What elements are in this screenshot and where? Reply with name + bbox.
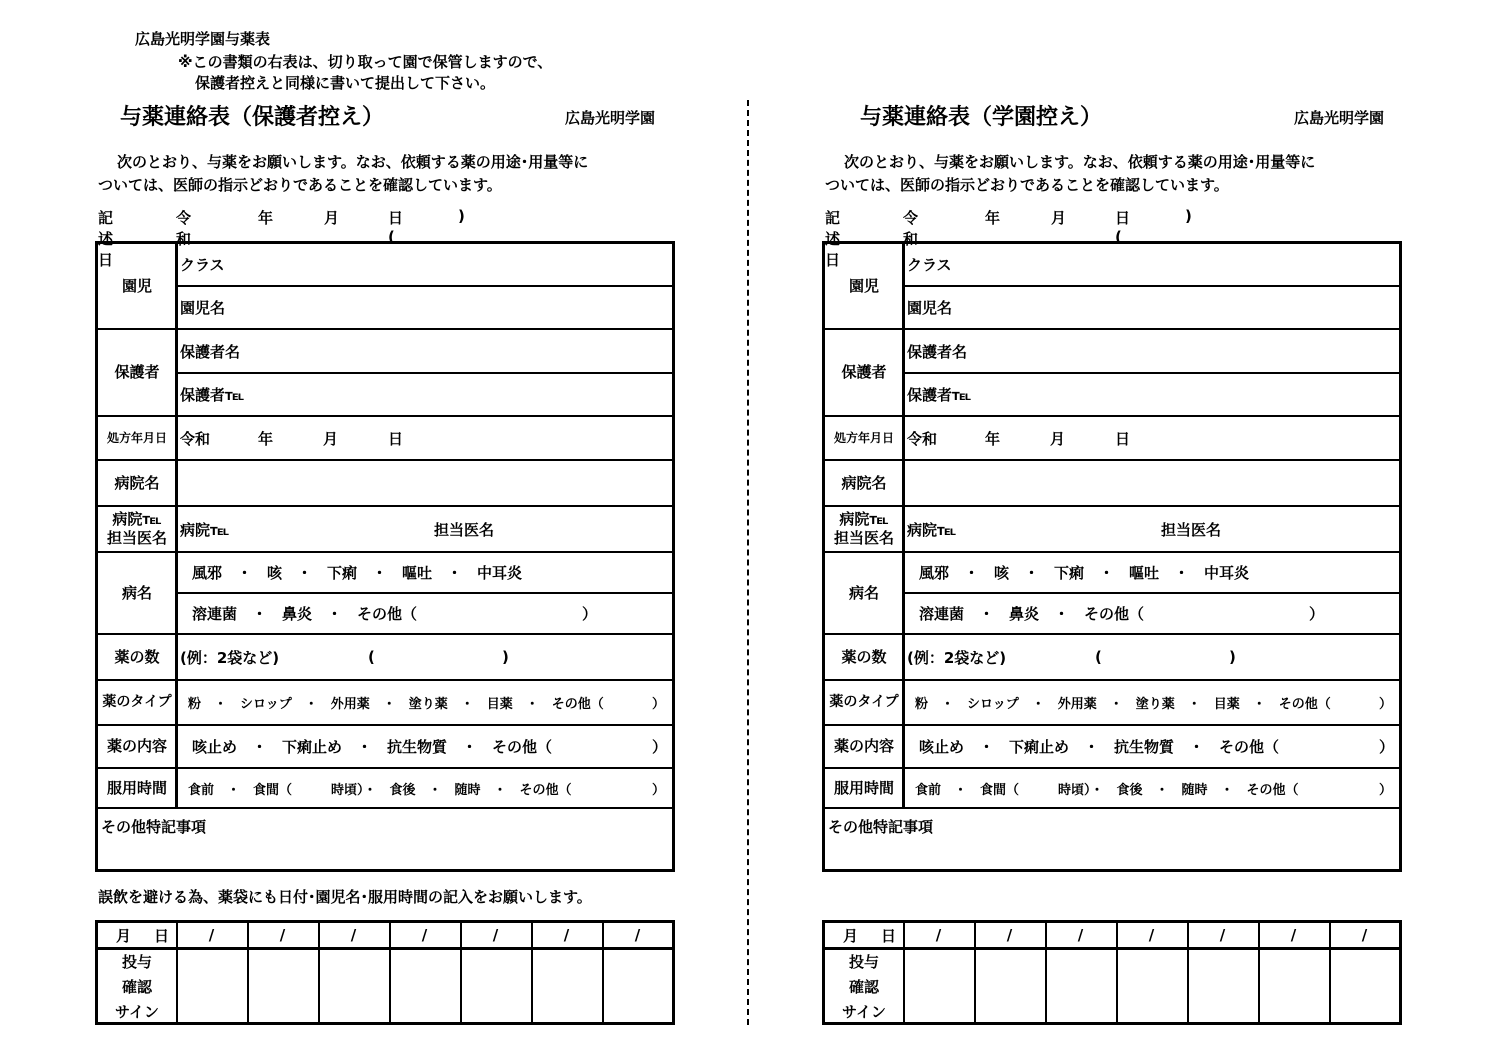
disease-other: 溶連菌 ・ 鼻炎 ・ その他（ [192,605,418,623]
record-date-weekday-close: ) [1185,207,1192,225]
rx-era: 令和 [907,429,938,448]
guardian-label: 保護者 [841,363,887,381]
hospital-tel-doctor-label [825,507,903,551]
rx-day: 日 [1115,429,1131,448]
time-close: ） [652,782,666,798]
rx-year: 年 [258,429,274,448]
record-date-weekday-close: ) [458,207,465,225]
guardian-tel-field[interactable]: 保護者℡ [180,386,245,404]
guardian-label: 保護者 [114,363,160,381]
hospital-tel-field[interactable]: 病院℡ [180,520,230,539]
hospital-tel-doctor-field[interactable] [907,507,1397,551]
disease-options-line1[interactable]: 風邪 ・ 咳 ・ 下痢 ・ 嘔吐 ・ 中耳炎 [919,564,1250,582]
guardian-tel-field[interactable]: 保護者℡ [907,386,972,404]
sign-cell[interactable] [976,950,1046,1022]
month-header: 月 [116,927,132,945]
medicine-type-label: 薬のタイプ [829,694,899,710]
month-header: 月 [843,927,859,945]
medicine-type-label: 薬のタイプ [102,694,172,710]
time-options: 食前 ・ 食間（ 時頃）・ 食後 ・ 随時 ・ その他（ [915,782,1299,798]
sign-cell[interactable] [462,950,532,1022]
disease-label: 病名 [848,583,879,602]
date-cell[interactable]: / [935,926,942,944]
medicine-content-label: 薬の内容 [106,737,167,755]
medicine-type-options[interactable] [188,681,670,724]
sign-cell[interactable] [1260,950,1330,1022]
date-cell[interactable]: / [1148,926,1155,944]
intro-line1: 次のとおり、与薬をお願いします。なお、依頼する薬の用途･用量等に [117,153,589,171]
header-note-line2: 保護者控えと同様に書いて提出して下さい。 [195,74,496,92]
type-options: 粉 ・ シロップ ・ 外用薬 ・ 塗り薬 ・ 目薬 ・ その他（ [188,697,604,712]
rx-month: 月 [323,429,339,448]
dosing-time-label: 服用時間 [833,778,894,797]
school-name: 広島光明学園 [1294,109,1385,127]
sign-label-line1: 投与 [848,953,879,971]
disease-other-close: ） [1309,605,1325,623]
date-cell[interactable]: / [1077,926,1084,944]
medicine-content-label: 薬の内容 [833,737,894,755]
count-close: ) [502,648,509,666]
record-date-era: 令和 [903,209,919,248]
sign-cell[interactable] [604,950,674,1022]
content-close: ） [652,738,668,756]
count-example: (例：2袋など) [180,648,280,667]
child-label: 園児 [121,276,152,295]
form-title: 与薬連絡表（保護者控え） [120,105,385,130]
dosing-time-options[interactable] [915,769,1397,807]
guardian-name-field[interactable]: 保護者名 [907,342,968,361]
medicine-content-options[interactable] [919,726,1397,767]
disease-options-line2[interactable] [919,594,1397,633]
content-options: 咳止め ・ 下痢止め ・ 抗生物質 ・ その他（ [919,738,1280,756]
form-table [95,241,675,872]
cut-line-divider [747,100,749,1025]
count-open: ( [368,648,375,666]
form-table [822,241,1402,872]
prescription-date-field[interactable] [180,417,670,459]
hospital-tel-label: 病院℡ [839,510,889,528]
child-label: 園児 [848,276,879,295]
dosing-time-label: 服用時間 [106,778,167,797]
doctor-label: 担当医名 [833,529,894,547]
date-cell[interactable]: / [634,926,641,944]
sign-cell[interactable] [1189,950,1259,1022]
medicine-count-field[interactable] [180,635,670,679]
record-date-year[interactable]: 年 [258,209,274,227]
record-date-day[interactable]: 日( [388,209,404,246]
disease-other-close: ） [582,605,598,623]
record-date-day[interactable]: 日( [1115,209,1131,246]
notes-field[interactable]: その他特記事項 [828,818,934,836]
sign-label-line2: 確認 [121,978,152,996]
class-field[interactable]: クラス [180,256,225,274]
count-open: ( [1095,648,1102,666]
hospital-name-field[interactable] [180,461,670,505]
sign-cell[interactable] [178,950,248,1022]
notes-field[interactable]: その他特記事項 [101,818,207,836]
sign-cell[interactable] [1047,950,1117,1022]
sign-cell[interactable] [905,950,975,1022]
medicine-content-options[interactable] [192,726,670,767]
day-header: 日 [154,927,170,945]
record-date-label: 記述日 [825,209,841,269]
header-note-line1: ※この書類の右表は、切り取って園で保管しますので、 [178,53,553,71]
sign-cell[interactable] [1118,950,1188,1022]
medicine-count-field[interactable] [907,635,1397,679]
day-header: 日 [881,927,897,945]
intro-line2: ついては、医師の指示どおりであることを確認しています。 [825,176,1229,194]
disease-options-line2[interactable] [192,594,670,633]
administration-sign-label [98,950,176,1025]
date-cell[interactable]: / [350,926,357,944]
count-example: (例：2袋など) [907,648,1007,667]
school-name: 広島光明学園 [565,109,656,127]
guardian-copy-form [95,0,695,1058]
sign-cell[interactable] [1331,950,1401,1022]
rx-era: 令和 [180,429,211,448]
date-cell[interactable]: / [1290,926,1297,944]
date-cell[interactable]: / [1006,926,1013,944]
sign-cell[interactable] [391,950,461,1022]
date-cell[interactable]: / [1219,926,1226,944]
administration-sign-label [825,950,903,1025]
intro-line1: 次のとおり、与薬をお願いします。なお、依頼する薬の用途･用量等に [844,153,1316,171]
hospital-name-label: 病院名 [114,473,160,492]
content-close: ） [1379,738,1395,756]
administration-sign-table [822,920,1402,1025]
disease-options-line1[interactable]: 風邪 ・ 咳 ・ 下痢 ・ 嘔吐 ・ 中耳炎 [192,564,523,582]
record-date-era: 令和 [176,209,192,248]
time-options: 食前 ・ 食間（ 時頃）・ 食後 ・ 随時 ・ その他（ [188,782,572,798]
doctor-field[interactable]: 担当医名 [1161,520,1222,539]
date-cell[interactable]: / [492,926,499,944]
form-title: 与薬連絡表（学園控え） [860,105,1103,130]
medicine-type-options[interactable] [915,681,1397,724]
date-cell[interactable]: / [208,926,215,944]
sign-cell[interactable] [320,950,390,1022]
sign-cell[interactable] [533,950,603,1022]
type-close: ） [1379,697,1393,712]
date-cell[interactable]: / [421,926,428,944]
hospital-tel-doctor-label [98,507,176,551]
record-date-month[interactable]: 月 [1051,209,1067,227]
rx-month: 月 [1050,429,1066,448]
hospital-tel-doctor-field[interactable] [180,507,670,551]
doctor-field[interactable]: 担当医名 [434,520,495,539]
count-close: ) [1229,648,1236,666]
prescription-date-label: 処方年月日 [106,430,167,445]
record-date-label: 記述日 [98,209,114,269]
doctor-label: 担当医名 [106,529,167,547]
sign-label-line3: サイン [115,1003,159,1021]
hospital-tel-field[interactable]: 病院℡ [907,520,957,539]
class-field[interactable]: クラス [907,256,952,274]
sign-label-line3: サイン [842,1003,886,1021]
child-name-field[interactable]: 園児名 [180,299,226,317]
child-name-field[interactable]: 園児名 [907,299,953,317]
hospital-tel-label: 病院℡ [112,510,162,528]
date-cell[interactable]: / [279,926,286,944]
record-date-year[interactable]: 年 [985,209,1001,227]
sign-label-line1: 投与 [121,953,152,971]
hospital-name-field[interactable] [907,461,1397,505]
prescription-date-label: 処方年月日 [833,430,894,445]
record-date-month[interactable]: 月 [324,209,340,227]
warning-text: 誤飲を避ける為、薬袋にも日付･園児名･服用時間の記入をお願いします。 [98,888,592,906]
dosing-time-options[interactable] [188,769,670,807]
date-cell[interactable]: / [1361,926,1368,944]
date-cell[interactable]: / [563,926,570,944]
disease-other: 溶連菌 ・ 鼻炎 ・ その他（ [919,605,1145,623]
prescription-date-field[interactable] [907,417,1397,459]
type-close: ） [652,697,666,712]
medicine-count-label: 薬の数 [114,647,160,666]
medicine-count-label: 薬の数 [841,647,887,666]
sign-cell[interactable] [249,950,319,1022]
month-day-header [825,923,903,947]
type-options: 粉 ・ シロップ ・ 外用薬 ・ 塗り薬 ・ 目薬 ・ その他（ [915,697,1331,712]
administration-sign-table [95,920,675,1025]
rx-day: 日 [388,429,404,448]
guardian-name-field[interactable]: 保護者名 [180,342,241,361]
document-title: 広島光明学園与薬表 [135,30,271,48]
intro-line2: ついては、医師の指示どおりであることを確認しています。 [98,176,502,194]
sign-label-line2: 確認 [848,978,879,996]
content-options: 咳止め ・ 下痢止め ・ 抗生物質 ・ その他（ [192,738,553,756]
month-day-header [98,923,176,947]
rx-year: 年 [985,429,1001,448]
time-close: ） [1379,782,1393,798]
hospital-name-label: 病院名 [841,473,887,492]
school-copy-form [822,0,1422,1058]
disease-label: 病名 [121,583,152,602]
